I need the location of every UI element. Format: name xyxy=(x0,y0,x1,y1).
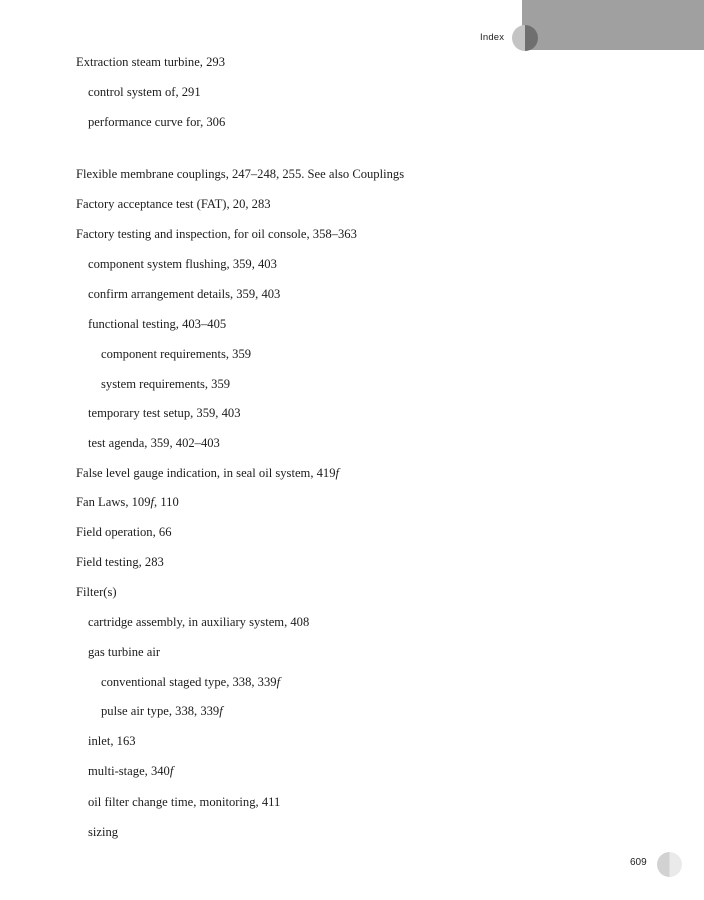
index-subentry: inlet, 163 xyxy=(88,734,136,748)
index-subentry: test agenda, 359, 402–403 xyxy=(88,436,220,450)
index-entry: Field operation, 66 xyxy=(76,525,172,539)
index-subsubentry: pulse air type, 338, 339f xyxy=(101,704,223,718)
section-label: Index xyxy=(480,32,505,43)
index-subentry: multi-stage, 340f xyxy=(88,764,174,778)
index-subsubentry: system requirements, 359 xyxy=(101,377,231,391)
index-subentry: control system of, 291 xyxy=(88,85,201,99)
page-number: 609 xyxy=(630,857,647,868)
header-tab xyxy=(522,0,704,50)
index-subsubentry: conventional staged type, 338, 339f xyxy=(101,675,281,689)
index-subentry: performance curve for, 306 xyxy=(88,115,226,129)
index-entry: Extraction steam turbine, 293 xyxy=(76,55,225,69)
index-subentry: functional testing, 403–405 xyxy=(88,317,227,331)
index-subentry: temporary test setup, 359, 403 xyxy=(88,406,241,420)
index-entry: Factory testing and inspection, for oil console, 358–363 xyxy=(76,227,357,241)
footer-circle-decoration xyxy=(657,852,682,877)
index-subsubentry: component requirements, 359 xyxy=(101,347,252,361)
index-entry: False level gauge indication, in seal oil system, 419f xyxy=(76,466,340,480)
index-entry: Fan Laws, 109f, 110 xyxy=(76,495,179,509)
index-subentry: gas turbine air xyxy=(88,645,161,659)
header-circle-decoration xyxy=(512,25,538,51)
index-subentry: confirm arrangement details, 359, 403 xyxy=(88,287,281,301)
index-entry: Filter(s) xyxy=(76,585,117,599)
index-subentry: component system flushing, 359, 403 xyxy=(88,257,277,271)
index-subentry: oil filter change time, monitoring, 411 xyxy=(88,795,281,809)
index-subentry: cartridge assembly, in auxiliary system, 408 xyxy=(88,615,310,629)
index-entry: Flexible membrane couplings, 247–248, 255. See also Couplings xyxy=(76,167,405,181)
index-subentry: sizing xyxy=(88,825,119,839)
index-entry: Field testing, 283 xyxy=(76,555,164,569)
index-entry: Factory acceptance test (FAT), 20, 283 xyxy=(76,197,271,211)
